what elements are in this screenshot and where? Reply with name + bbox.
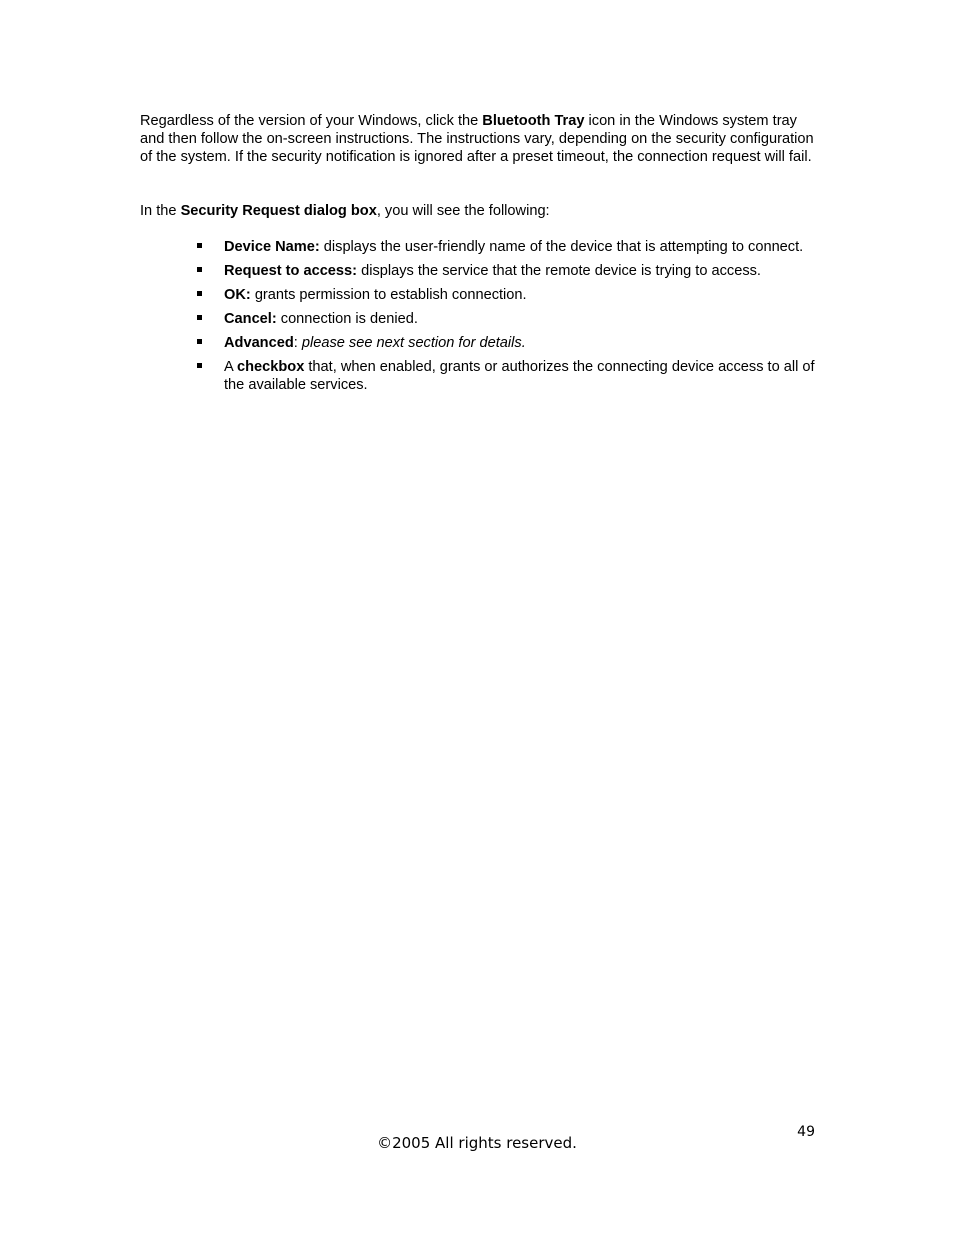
list-item-text <box>224 311 418 327</box>
list-item-description: grants permission to establish connection. <box>250 287 527 303</box>
bluetooth-tray-term: Bluetooth Tray <box>482 113 585 129</box>
list-item-text <box>224 287 527 303</box>
square-bullet-icon <box>197 339 202 344</box>
list-item-description: displays the user-friendly name of the device that is attempting to connect. <box>319 239 804 255</box>
list-item <box>140 310 820 328</box>
security-request-dialog-term: Security Request dialog box <box>180 203 377 219</box>
list-item-term: checkbox <box>236 359 305 375</box>
list-item <box>140 334 820 352</box>
intro-text-end: icon in the Windows system tray and then follow the on-screen instructions. The instructions vary, depending on the security configuration of the system. If the security notification is ignored after a preset timeout, the connection request will fail. <box>140 113 814 165</box>
dialog-intro-paragraph <box>140 202 820 220</box>
intro-text-start: Regardless of the version of your Windows, click the <box>140 113 483 129</box>
square-bullet-icon <box>197 315 202 320</box>
list-item-text <box>224 335 526 351</box>
square-bullet-icon <box>197 243 202 248</box>
dialog-intro-text-start: In the <box>140 203 181 219</box>
list-item <box>140 358 820 394</box>
list-item <box>140 238 820 256</box>
list-item-term: Advanced <box>224 335 294 351</box>
list-item-text <box>224 239 803 255</box>
list-item-term: Request to access: <box>224 263 358 279</box>
list-item-description: displays the service that the remote device is trying to access. <box>357 263 761 279</box>
list-item-description: connection is denied. <box>276 311 418 327</box>
list-item-italic: please see next section for details. <box>301 335 526 351</box>
list-item <box>140 262 820 280</box>
list-item <box>140 286 820 304</box>
page-number: 49 <box>797 1124 815 1140</box>
square-bullet-icon <box>197 291 202 296</box>
copyright-notice: ©2005 All rights reserved. <box>377 1134 577 1152</box>
square-bullet-icon <box>197 267 202 272</box>
list-item-text <box>224 359 815 393</box>
list-item-text <box>224 263 761 279</box>
list-item-prefix: A <box>224 359 237 375</box>
dialog-items-list <box>140 238 820 400</box>
list-item-term: Device Name: <box>224 239 320 255</box>
intro-paragraph <box>140 112 820 166</box>
square-bullet-icon <box>197 363 202 368</box>
list-item-description: that, when enabled, grants or authorizes the connecting device access to all of the available services. <box>224 359 815 393</box>
list-item-term: OK: <box>224 287 251 303</box>
list-item-term: Cancel: <box>224 311 277 327</box>
dialog-intro-text-end: , you will see the following: <box>376 203 550 219</box>
list-item-description: : <box>293 335 302 351</box>
